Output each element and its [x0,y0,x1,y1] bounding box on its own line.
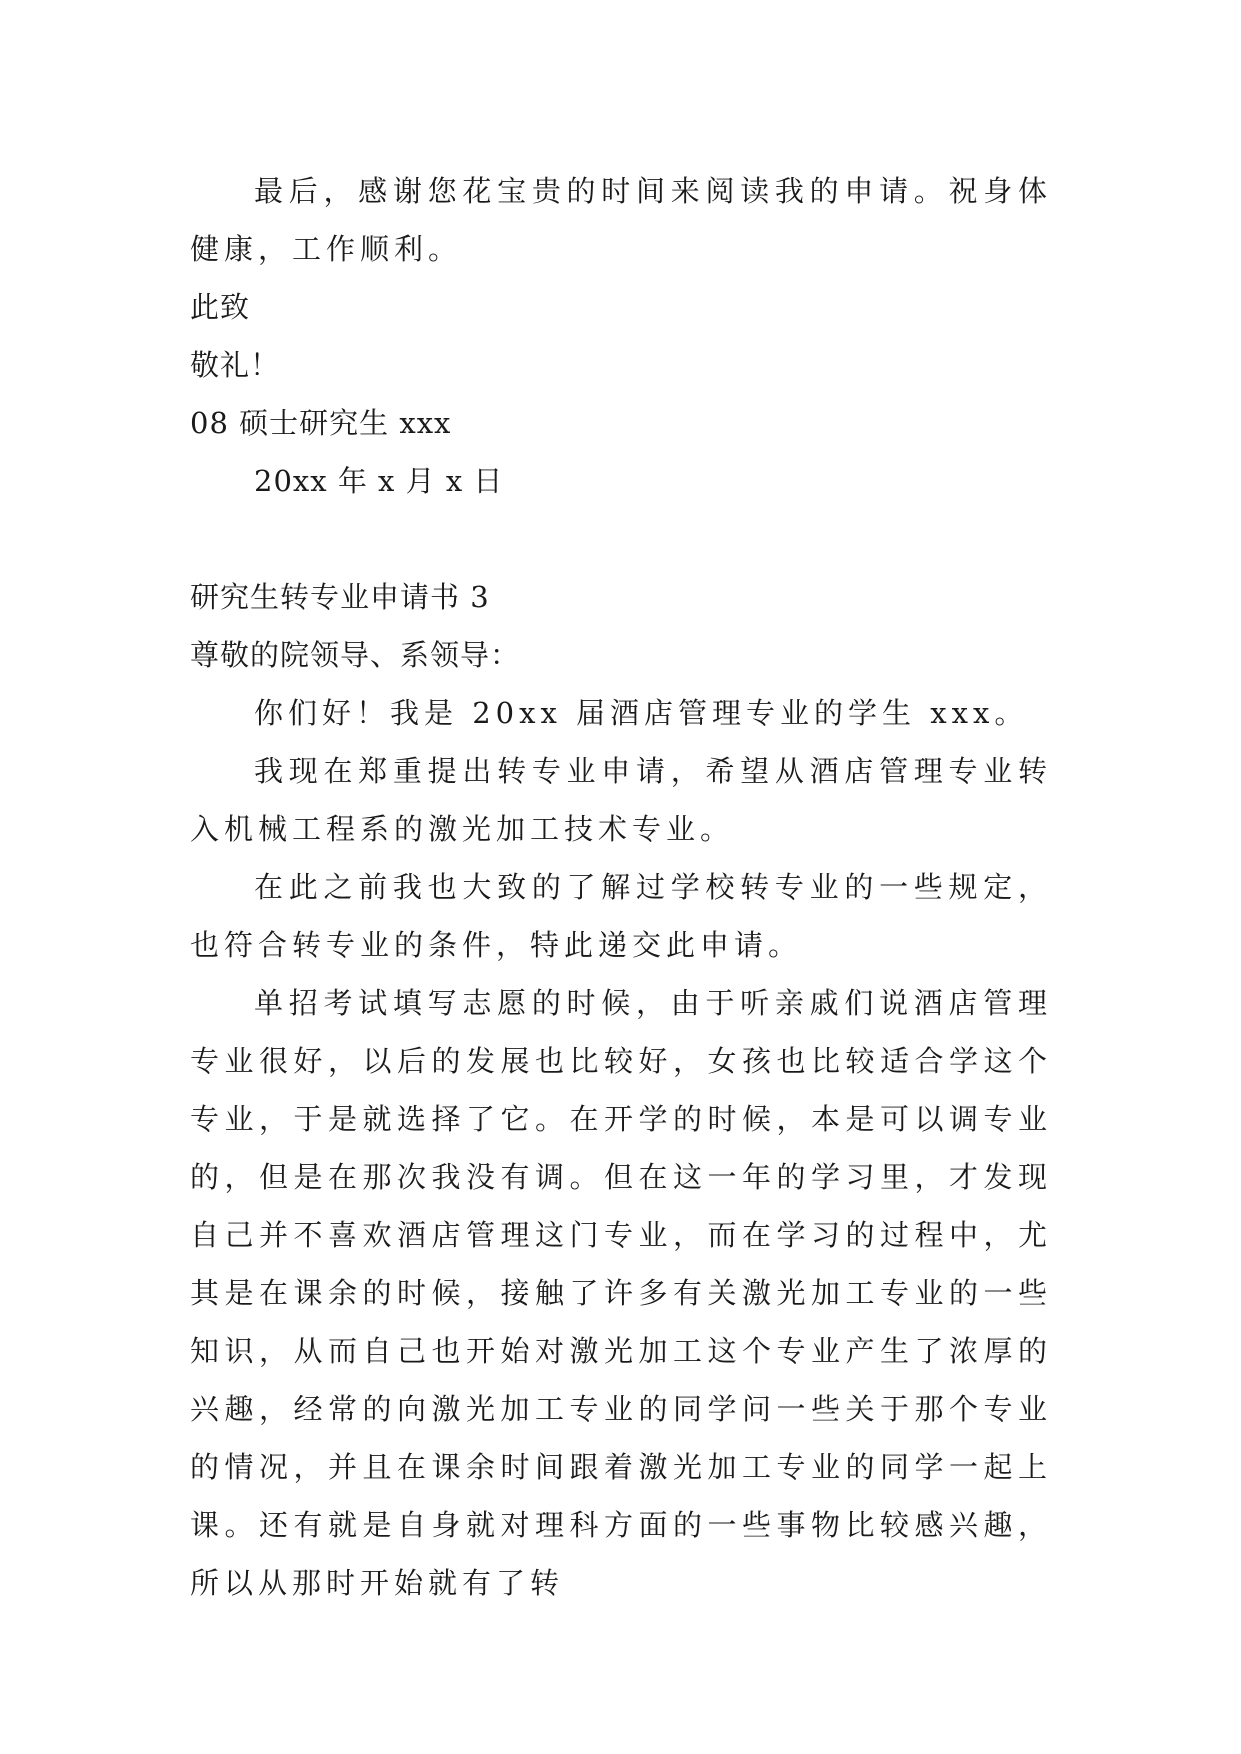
paragraph-rules: 在此之前我也大致的了解过学校转专业的一些规定，也符合转专业的条件，特此递交此申请。 [190,870,1052,962]
document-content [190,162,1052,1612]
section-gap [190,510,1052,568]
salutation-jingli: 敬礼！ [190,348,281,382]
paragraph-greeting: 你们好！我是 20xx 届酒店管理专业的学生 xxx。 [254,696,1029,730]
addressee: 尊敬的院领导、系领导： [190,638,521,672]
paragraph-request: 我现在郑重提出转专业申请，希望从酒店管理专业转入机械工程系的激光加工技术专业。 [190,754,1052,846]
signature: 08 硕士研究生 xxx [190,406,452,440]
date: 20xx 年 x 月 x 日 [254,464,504,498]
salutation-cizhi: 此致 [190,290,251,324]
closing-paragraph: 最后，感谢您花宝贵的时间来阅读我的申请。祝身体健康，工作顺利。 [190,174,1052,266]
section-title: 研究生转专业申请书 3 [190,580,490,614]
paragraph-reason: 单招考试填写志愿的时候，由于听亲戚们说酒店管理专业很好，以后的发展也比较好，女孩也比较适合学这个专业，于是就选择了它。在开学的时候，本是可以调专业的，但是在那次我没有调。但在这一年的学习里，才发现自己并不喜欢酒店管理这门专业，而在学习的过程中，尤其是在课余的时候，接触了许多有关激光加工专业的一些知识，从而自己也开始对激光加工这个专业产生了浓厚的兴趣，经常的向激光加工专业的同学问一些关于那个专业的情况，并且在课余时间跟着激光加工专业的同学一起上课。还有就是自身就对理科方面的一些事物比较感兴趣，所以从那时开始就有了转 [190,986,1052,1600]
